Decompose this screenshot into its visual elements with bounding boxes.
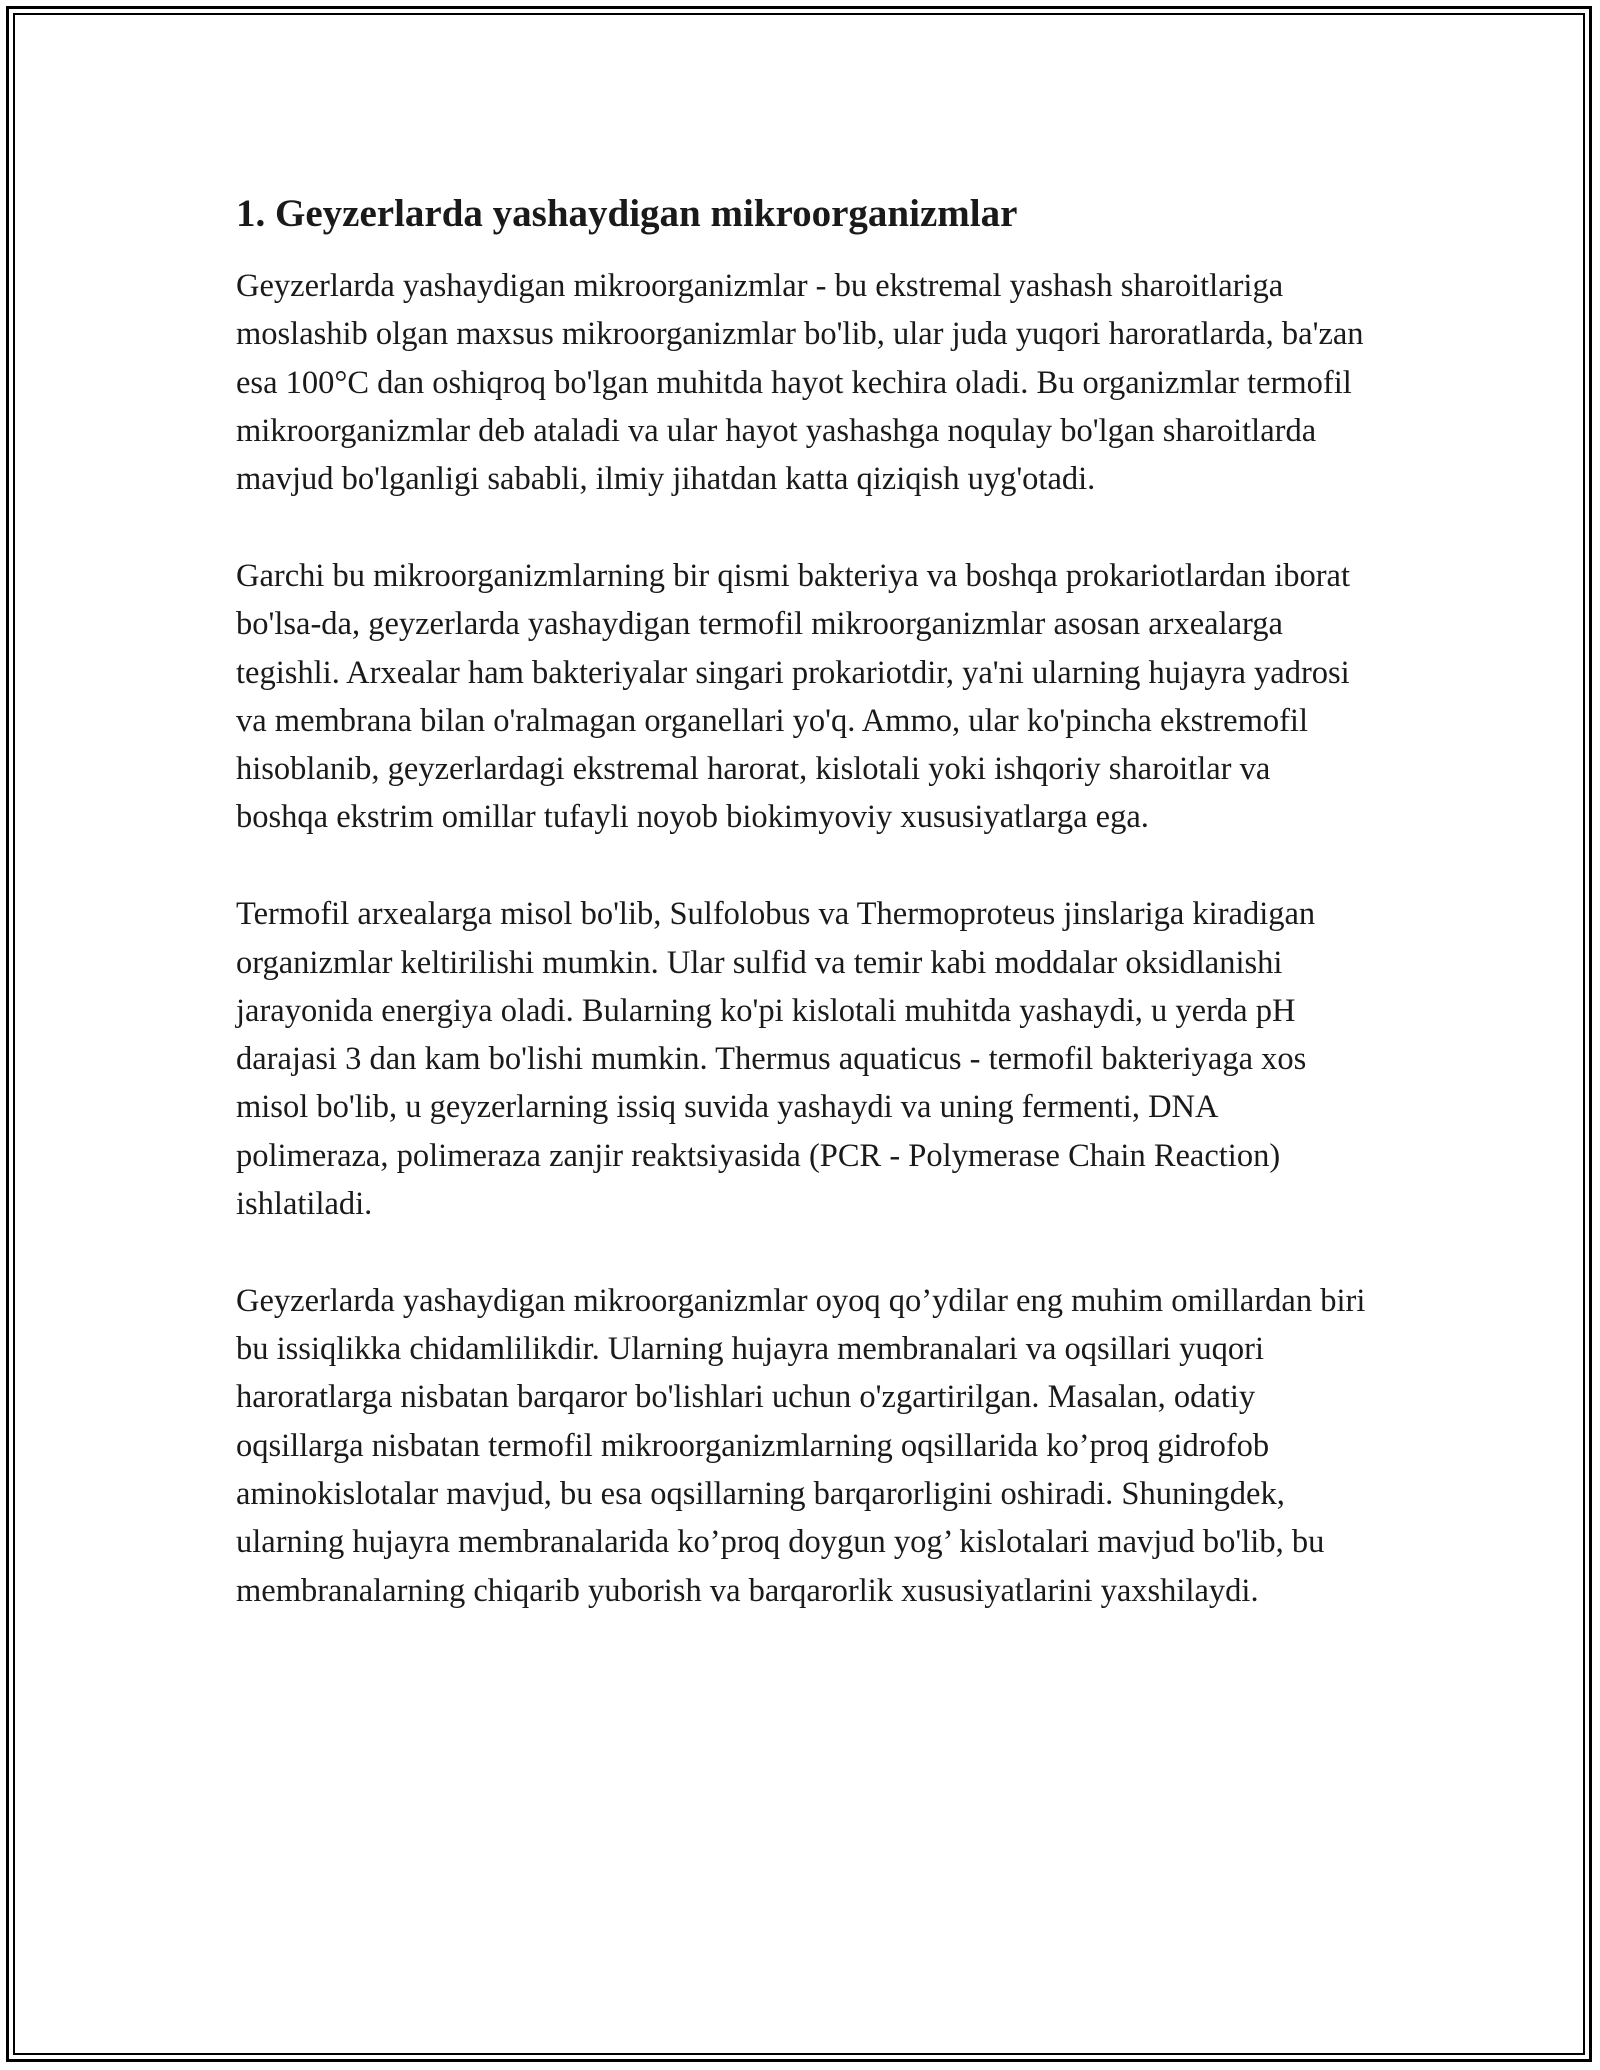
- paragraph-2: Garchi bu mikroorganizmlarning bir qismi bakteriya va boshqa prokariotlardan iborat bo'lsa-da, geyzerlarda yashaydigan termofil mikroorganizmlar asosan arxealarga tegishli. Arxealar ham bakteriyalar singari prokariotdir, ya'ni ularning hujayra yadrosi va membrana bilan o'ralmagan organellari yo'q. Ammo, ular ko'pincha ekstremofil hisoblanib, geyzerlardagi ekstremal harorat, kislotali yoki ishqoriy sharoitlar va boshqa ekstrim omillar tufayli noyob biokimyoviy xususiyatlarga ega.: [236, 557, 1351, 836]
- paragraph-1: Geyzerlarda yashaydigan mikroorganizmlar - bu ekstremal yashash sharoitlariga moslashib olgan maxsus mikroorganizmlar bo'lib, ular juda yuqori haroratlarda, ba'zan esa 100°C dan oshiqroq bo'lgan muhitda hayot kechira oladi. Bu organizmlar termofil mikroorganizmlar deb ataladi va ular hayot yashashga noqulay bo'lgan sharoitlarda mavjud bo'lganligi sababli, ilmiy jihatdan katta qiziqish uyg'otadi.: [236, 268, 1364, 498]
- document-body: [236, 186, 1366, 1663]
- paragraph-4: Geyzerlarda yashaydigan mikroorganizmlar oyoq qo’ydilar eng muhim omillardan biri bu issiqlikka chidamlilikdir. Ularning hujayra membranalari va oqsillari yuqori haroratlarga nisbatan barqaror bo'lishlari uchun o'zgartirilgan. Masalan, odatiy oqsillarga nisbatan termofil mikroorganizmlarning oqsillarida ko’proq gidrofob aminokislotalar mavjud, bu esa oqsillarning barqarorligini oshiradi. Shuningdek, ularning hujayra membranalarida ko’proq doygun yog’ kislotalari mavjud bo'lib, bu membranalarning chiqarib yuborish va barqarorlik xususiyatlarini yaxshilaydi.: [236, 1282, 1366, 1609]
- paragraph-3: Termofil arxealarga misol bo'lib, Sulfolobus va Thermoproteus jinslariga kiradigan organizmlar keltirilishi mumkin. Ular sulfid va temir kabi moddalar oksidlanishi jarayonida energiya oladi. Bularning ko'pi kislotali muhitda yashaydi, u yerda pH darajasi 3 dan kam bo'lishi mumkin. Thermus aquaticus - termofil bakteriyaga xos misol bo'lib, u geyzerlarning issiq suvida yashaydi va uning fermenti, DNA polimeraza, polimeraza zanjir reaktsiyasida (PCR - Polymerase Chain Reaction) ishlatiladi.: [236, 896, 1316, 1223]
- section-heading: 1. Geyzerlarda yashaydigan mikroorganizmlar: [236, 192, 1018, 235]
